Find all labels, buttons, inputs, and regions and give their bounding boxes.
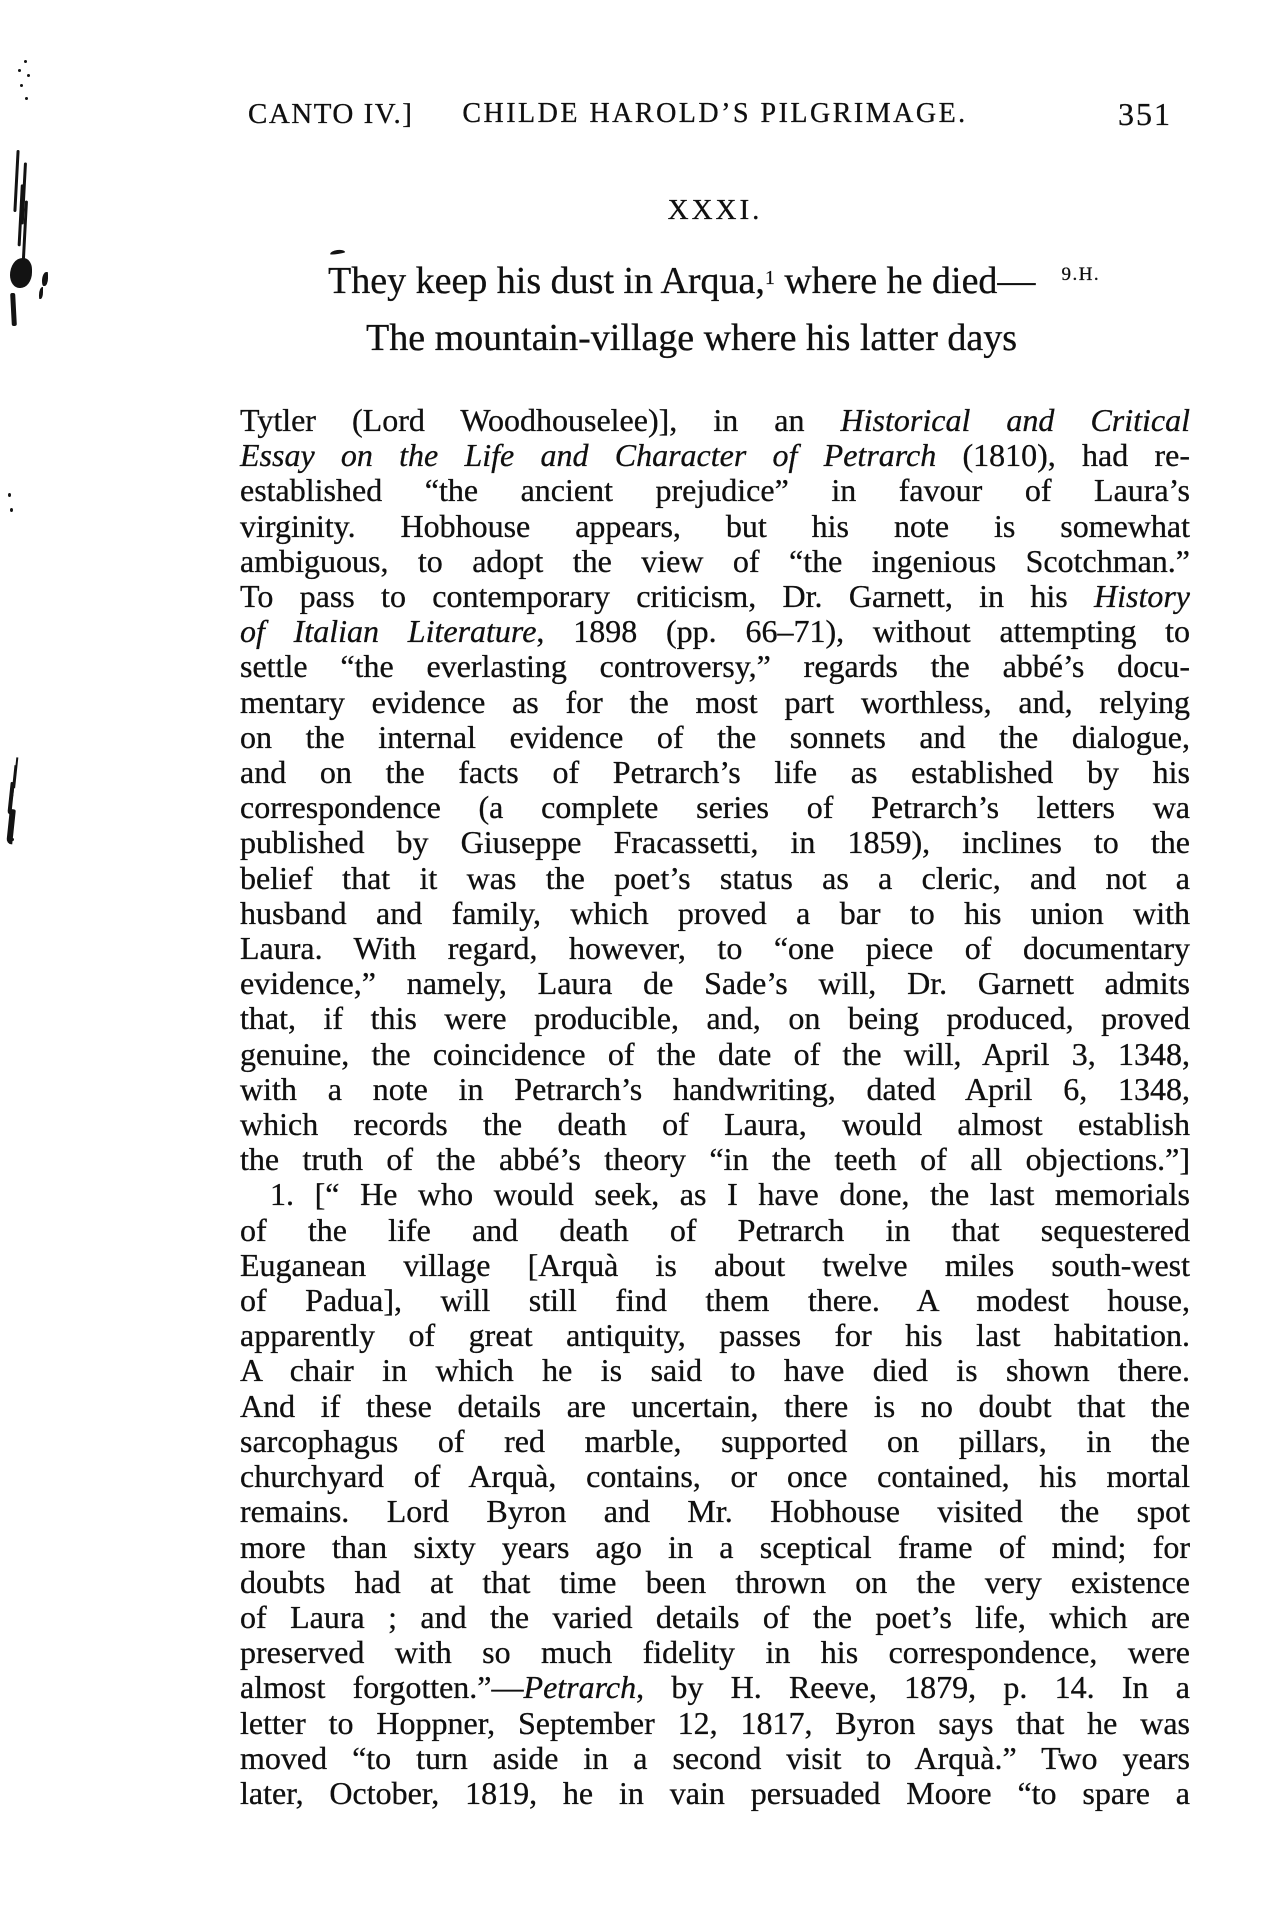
text-line	[328, 256, 1250, 313]
text-line	[240, 1494, 1190, 1529]
text-line	[240, 1213, 1190, 1248]
text-segment: And if these details are uncertain, there is no doubt that the	[240, 1387, 1190, 1424]
text-segment: The mountain-village where his latter days	[366, 317, 1018, 359]
page-header	[240, 96, 1190, 136]
text-line	[240, 1107, 1190, 1142]
scan-artifact	[11, 838, 14, 841]
text-line	[366, 313, 1250, 363]
stanza-number: XXXI.	[667, 194, 763, 226]
text-segment: A chair in which he is said to have died is shown there.	[240, 1352, 1190, 1389]
text-line	[240, 1001, 1190, 1036]
text-line	[240, 1776, 1190, 1811]
text-line	[240, 1741, 1190, 1776]
text-line	[240, 1248, 1190, 1283]
italic-text: Petrarch	[523, 1669, 637, 1706]
text-segment: where he died—	[774, 260, 1036, 302]
text-line	[240, 579, 1190, 614]
text-segment: letter to Hoppner, September 12, 1817, Byron says that he was	[240, 1704, 1190, 1741]
text-segment: , by H. Reeve, 1879, p. 14. In a	[636, 1669, 1191, 1706]
note-block	[240, 403, 1190, 1811]
text-segment: correspondence (a complete series of Petrarch’s letters wa	[240, 789, 1190, 826]
text-segment: churchyard of Arquà, contains, or once contained, his mortal	[240, 1458, 1190, 1495]
text-segment: apparently of great antiquity, passes for his last habitation.	[240, 1317, 1190, 1354]
scan-artifact	[10, 293, 17, 326]
scan-artifact	[13, 150, 19, 212]
text-line	[240, 825, 1190, 860]
stanza-line-ref: 9.H.	[1061, 264, 1101, 285]
text-line	[240, 649, 1190, 684]
header-canto-label: CANTO IV.]	[248, 98, 414, 130]
text-segment: genuine, the coincidence of the date of the will, April 3, 1348,	[240, 1035, 1190, 1072]
text-line	[240, 1459, 1190, 1494]
text-line	[240, 1389, 1190, 1424]
text-line	[240, 1706, 1190, 1741]
text-segment: virginity. Hobhouse appears, but his note is somewhat	[240, 507, 1190, 544]
text-segment: which records the death of Laura, would almost establish	[240, 1106, 1190, 1143]
scan-artifact	[24, 60, 27, 63]
text-line	[240, 1600, 1190, 1635]
text-line	[240, 438, 1190, 473]
text-segment: 1. [“ He who would seek, as I have done, the last memorials	[270, 1176, 1190, 1213]
text-segment: with a note in Petrarch’s handwriting, dated April 6, 1348,	[240, 1070, 1190, 1107]
text-line	[240, 473, 1190, 508]
text-line	[240, 1283, 1190, 1318]
text-line	[240, 1142, 1190, 1177]
text-segment: belief that it was the poet’s status as a cleric, and not a	[240, 859, 1190, 896]
text-segment: sarcophagus of red marble, supported on pillars, in the	[240, 1422, 1190, 1459]
text-segment: Euganean village [Arquà is about twelve miles south-west	[240, 1246, 1190, 1283]
text-line	[240, 1530, 1190, 1565]
text-segment: established “the ancient prejudice” in favour of Laura’s	[240, 472, 1190, 509]
text-segment: evidence,” namely, Laura de Sade’s will, Dr. Garnett admits	[240, 965, 1190, 1002]
text-segment: published by Giuseppe Fracassetti, in 1859), inclines to the	[240, 824, 1190, 861]
text-segment: ambiguous, to adopt the view of “the ingenious Scotchman.”	[240, 542, 1190, 579]
text-line	[240, 966, 1190, 1001]
text-segment: settle “the everlasting controversy,” regards the abbé’s docu-	[240, 648, 1190, 685]
text-segment: preserved with so much fidelity in his correspondence, were	[240, 1634, 1190, 1671]
text-segment: and on the facts of Petrarch’s life as established by his	[240, 754, 1190, 791]
text-line	[240, 1565, 1190, 1600]
text-segment: , 1898 (pp. 66–71), without attempting to	[536, 613, 1191, 650]
text-segment: remains. Lord Byron and Mr. Hobhouse visited the spot	[240, 1493, 1190, 1530]
text-segment: mentary evidence as for the most part worthless, and, relying	[240, 683, 1190, 720]
verse-block	[240, 256, 1250, 363]
text-segment: more than sixty years ago in a sceptical frame of mind; for	[240, 1528, 1190, 1565]
text-line	[240, 931, 1190, 966]
text-segment: Laura. With regard, however, to “one piece of documentary	[240, 930, 1190, 967]
text-line	[240, 544, 1190, 579]
text-line	[240, 1072, 1190, 1107]
header-running-title: CHILDE HAROLD’S PILGRIMAGE.	[462, 98, 968, 129]
scan-artifact	[8, 493, 11, 497]
text-line	[240, 896, 1190, 931]
text-segment: of Laura ; and the varied details of the poet’s life, which are	[240, 1598, 1190, 1635]
text-segment: moved “to turn aside in a second visit to Arquà.” Two years	[240, 1739, 1190, 1776]
footnote-marker: 1	[764, 267, 775, 290]
scan-artifact	[10, 258, 32, 288]
text-segment: husband and family, which proved a bar to his union with	[240, 894, 1190, 931]
text-line	[240, 1670, 1190, 1705]
text-line	[240, 614, 1190, 649]
text-segment: later, October, 1819, he in vain persuaded Moore “to spare a	[240, 1774, 1190, 1811]
italic-text: of Italian Literature	[240, 613, 537, 650]
text-segment: on the internal evidence of the sonnets and the dialogue,	[240, 718, 1190, 755]
text-line	[240, 685, 1190, 720]
text-line	[240, 861, 1190, 896]
text-line	[240, 790, 1190, 825]
text-line	[240, 403, 1190, 438]
footnote-paragraph	[240, 1177, 1190, 1811]
text-line	[240, 1353, 1190, 1388]
header-page-number: 351	[1118, 96, 1172, 132]
text-segment: of the life and death of Petrarch in that sequestered	[240, 1211, 1190, 1248]
text-line	[240, 755, 1190, 790]
text-segment: of Padua], will still find them there. A modest house,	[240, 1282, 1190, 1319]
text-line	[240, 1177, 1190, 1212]
text-segment: To pass to contemporary criticism, Dr. Garnett, in his	[240, 578, 1094, 615]
text-line	[240, 1037, 1190, 1072]
italic-text: Historical and Critical	[840, 402, 1191, 438]
text-segment: They keep his dust in Arqua,	[328, 260, 765, 302]
text-line	[240, 509, 1190, 544]
scan-artifact	[7, 782, 14, 815]
italic-text: History	[1094, 578, 1190, 615]
text-line	[240, 1318, 1190, 1353]
text-segment: Tytler (Lord Woodhouselee)], in an	[240, 402, 841, 438]
text-segment: the truth of the abbé’s theory “in the teeth of all objections.”]	[240, 1141, 1190, 1178]
text-line	[240, 1635, 1190, 1670]
editor-note-paragraph	[240, 403, 1190, 1177]
text-line	[240, 720, 1190, 755]
italic-text: Essay on the Life and Character of Petrarch	[240, 437, 937, 474]
text-segment: doubts had at that time been thrown on the very existence	[240, 1563, 1190, 1600]
text-segment: that, if this were producible, and, on being produced, proved	[240, 1000, 1190, 1037]
text-segment: (1810), had re-	[936, 437, 1191, 474]
text-segment: almost forgotten.”—	[240, 1669, 524, 1706]
scan-artifact	[330, 249, 345, 255]
text-line	[240, 1424, 1190, 1459]
